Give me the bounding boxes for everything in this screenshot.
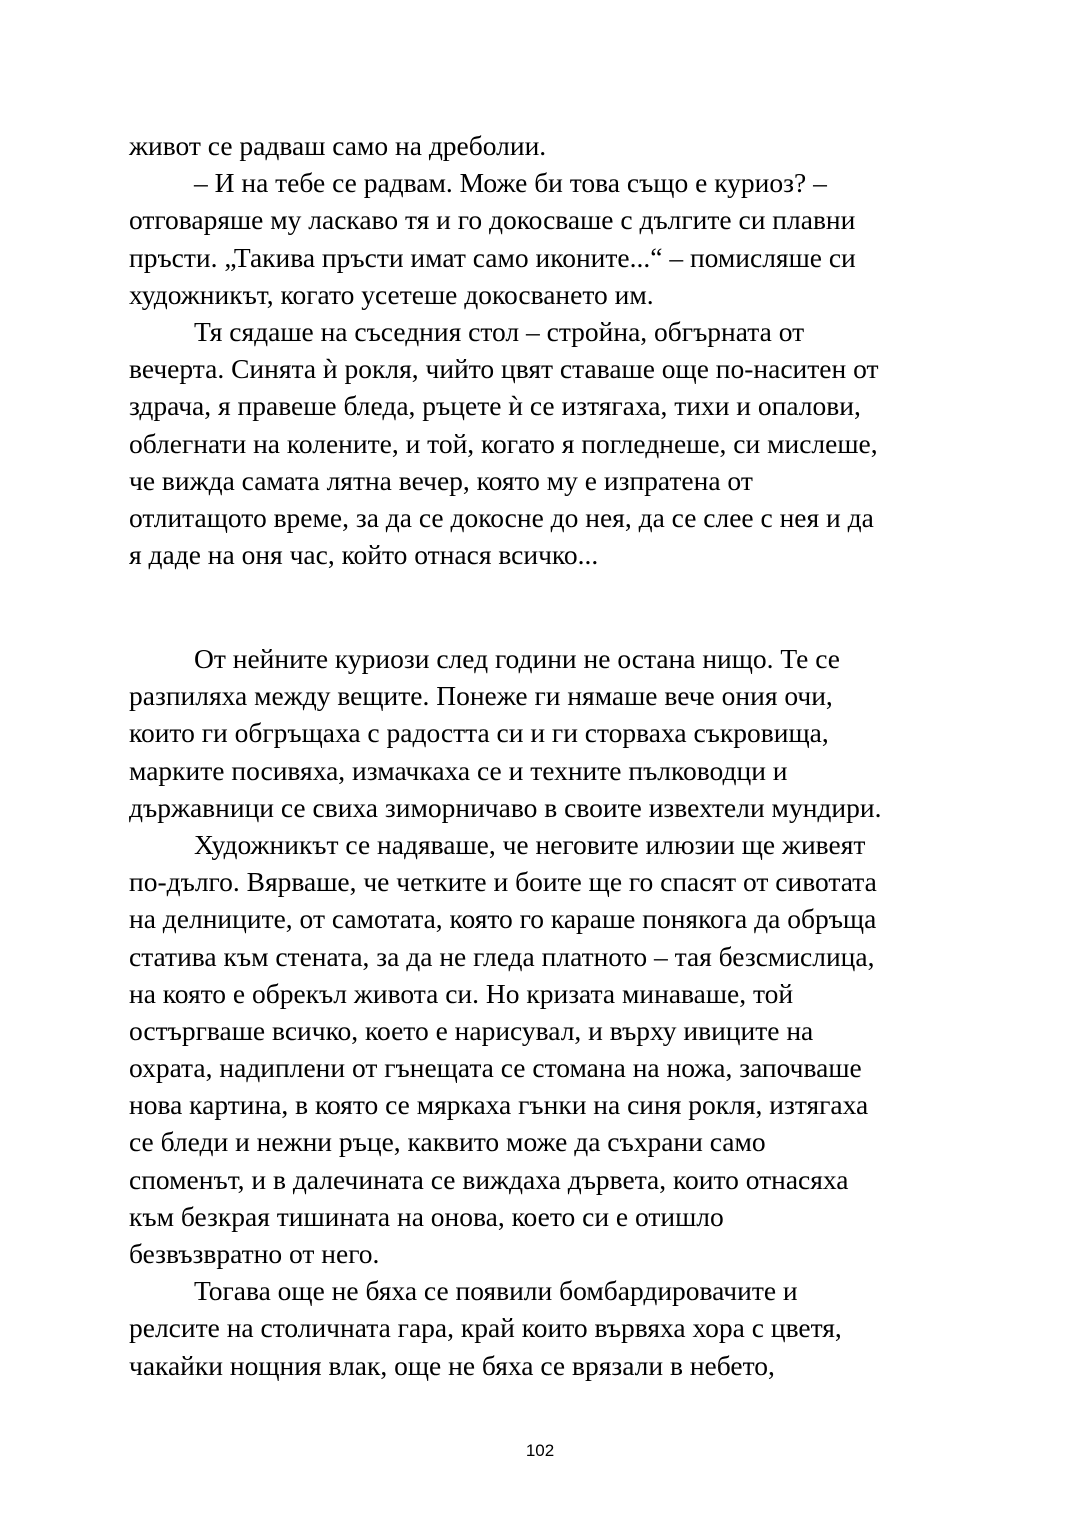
text-line: вечерта. Синята ѝ рокля, чийто цвят ставаше още по-наситен от <box>129 353 879 385</box>
text-section-2 <box>129 640 969 1384</box>
text-line: на която е обрекъл живота си. Но кризата минаваше, той <box>129 977 794 1009</box>
text-line: безвъзвратно от него. <box>129 1238 380 1269</box>
text-line: чакайки нощния влак, още не бяха се врязали в небето, <box>129 1349 775 1381</box>
text-line: разпиляха между вещите. Понеже ги нямаше вече ония очи, <box>129 680 833 712</box>
text-line: охрата, надиплени от гънещата се стомана на ножа, започваше <box>129 1052 862 1084</box>
text-line: остъргваше всичко, което е нарисувал, и върху ивиците на <box>129 1014 814 1046</box>
text-line: марките посивяха, измачкаха се и техните пълководци и <box>129 754 788 786</box>
text-line: споменът, и в далечината се виждаха дървета, които отнасяха <box>129 1163 849 1195</box>
text-line: От нейните куриози след години не остана нищо. Те се <box>194 643 841 674</box>
text-line: по-дълго. Вярваше, че четките и боите ще го спасят от сивотата <box>129 866 877 898</box>
text-line: се бледи и нежни ръце, каквито може да съхрани само <box>129 1126 766 1158</box>
text-line: облегнати на колените, и той, когато я погледнеше, си мислеше, <box>129 427 878 459</box>
text-line: живот се радваш само на дреболии. <box>129 130 547 161</box>
text-line: Тогава още не бяха се появили бомбардировачите и <box>194 1275 798 1307</box>
text-line: релсите на столичната гара, край които вървяха хора с цветя, <box>129 1312 842 1344</box>
page-number: 102 <box>525 1441 555 1460</box>
text-line: – И на тебе се радвам. Може би това също е куриоз? – <box>194 167 827 199</box>
text-line: здрача, я правеше бледа, ръцете ѝ се изтягаха, тихи и опалови, <box>129 390 861 422</box>
text-line: Художникът се надяваше, че неговите илюзии ще живеят <box>194 828 866 860</box>
text-line: я даде на оня час, който отнася всичко... <box>129 539 599 571</box>
text-line: пръсти. „Такива пръсти имат само иконите...“ – помисляше си <box>129 241 856 273</box>
text-line: които ги обгръщаха с радостта си и ги сторваха съкровища, <box>129 717 829 749</box>
text-section-1 <box>129 127 969 573</box>
text-line: нова картина, в която се мяркаха гънки на синя рокля, изтягаха <box>129 1089 869 1121</box>
text-line: че вижда самата лятна вечер, която му е изпратена от <box>129 464 753 496</box>
text-line: статива към стената, за да не гледа платното – тая безсмислица, <box>129 940 875 972</box>
text-line: отговаряше му ласкаво тя и го докосваше с дългите си плавни <box>129 204 856 236</box>
text-line: отлитащото време, за да се докосне до нея, да се слее с нея и да <box>129 501 874 533</box>
text-line: Тя сядаше на съседния стол – стройна, обгърната от <box>194 315 805 347</box>
text-line: на делниците, от самотата, която го караше понякога да обръща <box>129 903 877 935</box>
text-line: художникът, когато усетеше докосването им. <box>129 278 654 310</box>
text-line: към безкрая тишината на онова, което си е отишло <box>129 1200 724 1232</box>
text-line: държавници се свиха зиморничаво в своите извехтели мундири. <box>129 791 882 823</box>
